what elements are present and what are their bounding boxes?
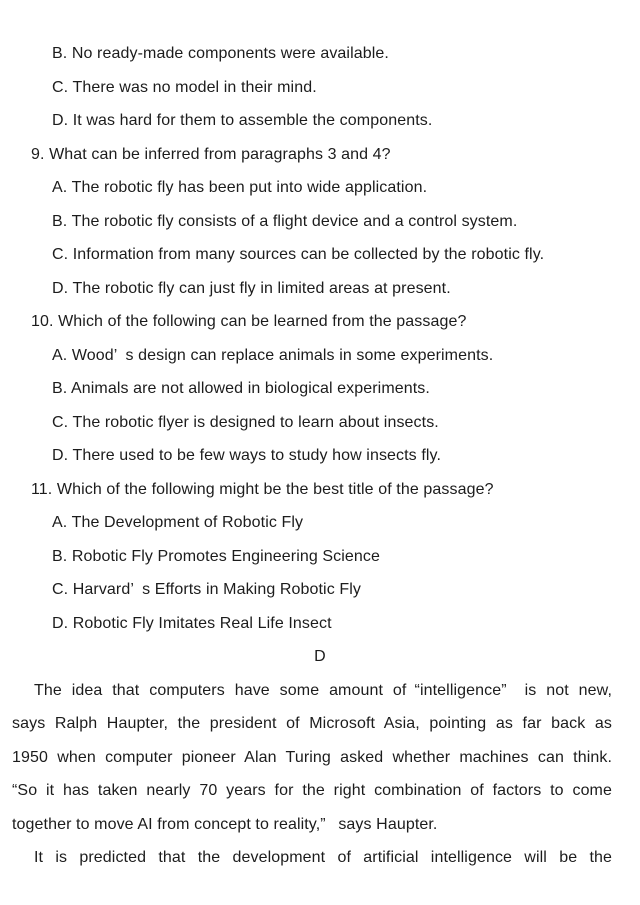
option-line: C. There was no model in their mind. bbox=[52, 78, 317, 96]
option-line: C. Information from many sources can be collected by the robotic fly. bbox=[52, 246, 545, 263]
option-line: C. The robotic flyer is designed to learn about insects. bbox=[52, 413, 439, 431]
option-line: B. The robotic fly consists of a flight device and a control system. bbox=[52, 212, 518, 230]
question-prompt-11: 11. Which of the following might be the best title of the passage? bbox=[31, 480, 494, 498]
passage-line: says Ralph Haupter, the president of Microsoft Asia, pointing as far back as bbox=[12, 715, 612, 732]
option-line: A. The Development of Robotic Fly bbox=[52, 514, 304, 531]
passage-line: “So it has taken nearly 70 years for the right combination of factors to come bbox=[12, 782, 612, 799]
option-line: C. Harvard’ s Efforts in Making Robotic Fly bbox=[52, 581, 361, 598]
question-prompt-9: 9. What can be inferred from paragraphs 3 and 4? bbox=[31, 145, 391, 163]
option-line: A. Wood’ s design can replace animals in some experiments. bbox=[52, 346, 494, 364]
option-line: D. Robotic Fly Imitates Real Life Insect bbox=[52, 614, 332, 632]
option-line: D. The robotic fly can just fly in limited areas at present. bbox=[52, 279, 451, 297]
option-line: B. No ready-made components were available. bbox=[52, 45, 389, 62]
option-line: D. It was hard for them to assemble the components. bbox=[52, 112, 433, 129]
passage-line: The idea that computers have some amount of “intelligence” is not new, bbox=[34, 681, 612, 699]
option-line: B. Animals are not allowed in biological experiments. bbox=[52, 380, 430, 397]
passage-heading: D bbox=[314, 648, 326, 665]
option-line: A. The robotic fly has been put into wide application. bbox=[52, 179, 428, 196]
passage-line: together to move AI from concept to reality,” says Haupter. bbox=[12, 815, 438, 833]
option-line: B. Robotic Fly Promotes Engineering Science bbox=[52, 547, 381, 565]
passage-line: It is predicted that the development of artificial intelligence will be the bbox=[34, 849, 612, 866]
question-prompt-10: 10. Which of the following can be learned from the passage? bbox=[31, 313, 467, 330]
passage-line: 1950 when computer pioneer Alan Turing asked whether machines can think. bbox=[12, 748, 612, 766]
option-line: D. There used to be few ways to study how insects fly. bbox=[52, 447, 441, 464]
